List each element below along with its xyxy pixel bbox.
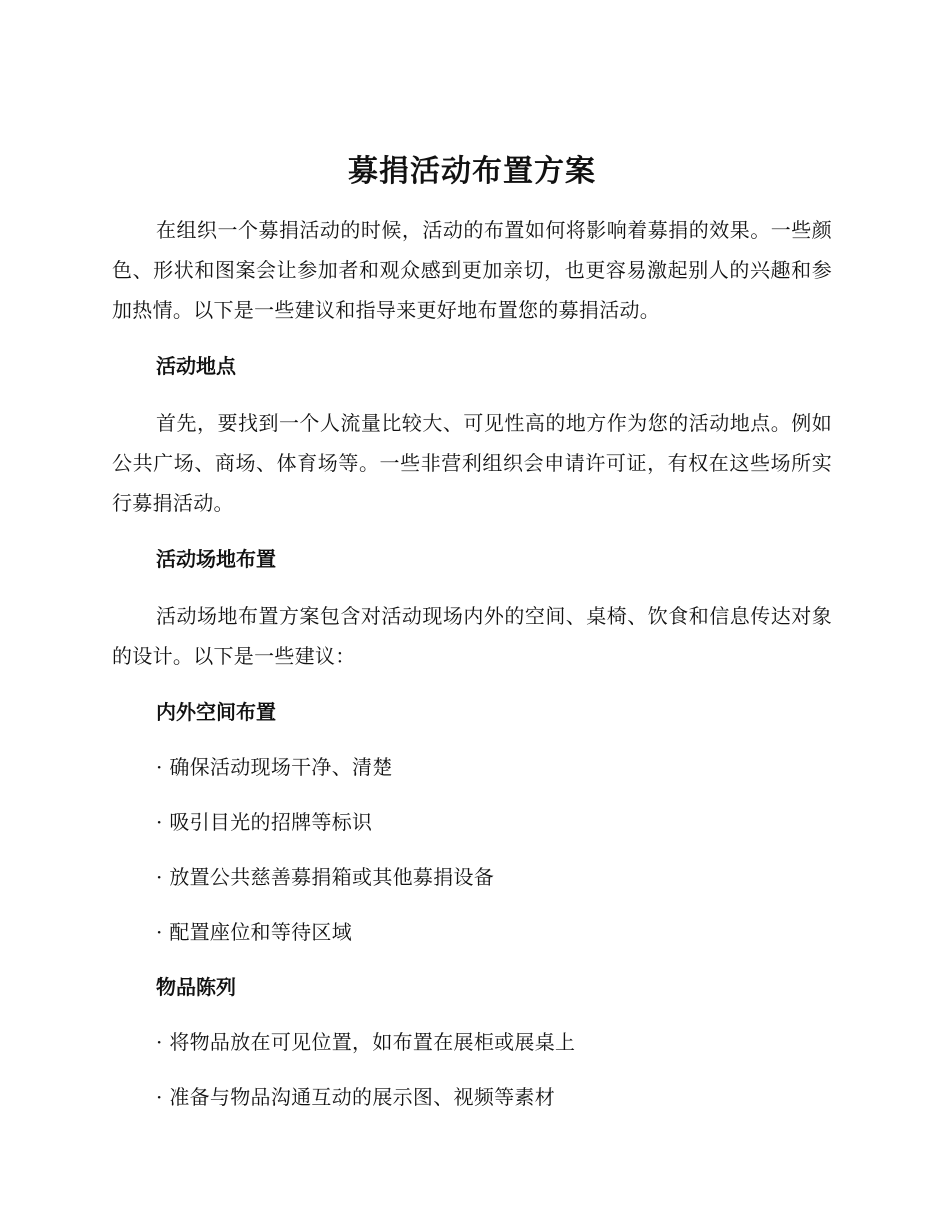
bullet-item: · 准备与物品沟通互动的展示图、视频等素材 [156,1085,556,1109]
layout-paragraph: 活动场地布置方案包含对活动现场内外的空间、桌椅、饮食和信息传达对象的设计。以下是一些建议： [112,604,832,668]
bullet-item: · 吸引目光的招牌等标识 [156,810,373,834]
document-page [112,148,832,1134]
intro-paragraph: 在组织一个募捐活动的时候，活动的布置如何将影响着募捐的效果。一些颜色、形状和图案会让参加者和观众感到更加亲切，也更容易激起别人的兴趣和参加热情。以下是一些建议和指导来更好地布置您的募捐活动。 [112,218,832,322]
venue-paragraph: 首先，要找到一个人流量比较大、可见性高的地方作为您的活动地点。例如公共广场、商场、体育场等。一些非营利组织会申请许可证，有权在这些场所实行募捐活动。 [112,411,832,515]
section-heading-venue: 活动地点 [156,354,236,378]
bullet-item: · 配置座位和等待区域 [156,920,353,944]
bullet-item: · 确保活动现场干净、清楚 [156,755,393,779]
section-heading-space: 内外空间布置 [156,700,276,724]
section-heading-layout: 活动场地布置 [156,547,276,571]
document-title: 募捐活动布置方案 [348,154,596,189]
section-heading-display: 物品陈列 [156,975,236,999]
bullet-item: · 将物品放在可见位置，如布置在展柜或展桌上 [156,1030,576,1054]
bullet-item: · 放置公共慈善募捐箱或其他募捐设备 [156,865,495,889]
